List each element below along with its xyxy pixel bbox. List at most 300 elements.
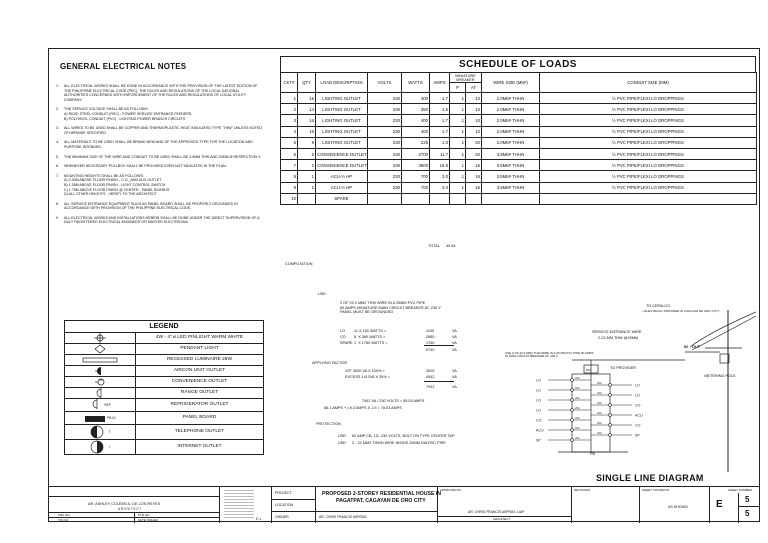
ptr-label: PTR NO. xyxy=(138,513,151,517)
load-formula: 11 X 100 WATTS = xyxy=(354,329,387,333)
col-wire: WIRE SIZE (MM²) xyxy=(482,73,540,93)
load-value: 2880 xyxy=(426,335,435,339)
schedule-table xyxy=(280,72,757,205)
protection-line-1: 60 AMP CB, 1G, 230 VOLTS, BOLT ON TYPE CENTER TAP xyxy=(352,434,455,438)
use-line: 2 OF 22.0 MM2 THW WIRE IN A 25MM PVC PIPE xyxy=(340,301,426,305)
note-item xyxy=(56,202,264,211)
sheet-letter: E xyxy=(716,499,723,510)
in-out-label: IN OUT xyxy=(684,345,701,349)
legend-label: CONVENIENCE OUTLET xyxy=(171,379,228,385)
legend-item xyxy=(65,366,263,377)
cell-desc: CONVENIENCE OUTLET xyxy=(316,148,368,159)
owner-name: AR. CHRIS FRANCIS ASPRAS xyxy=(319,515,367,519)
load-code: SPARE xyxy=(340,341,353,345)
cell-wire: 2.0MM² THHN xyxy=(482,137,540,148)
cell-volts: 230 xyxy=(368,126,402,137)
approved-name: AR. CHRIS FRANCIS ASPRAS, UAP xyxy=(468,510,525,514)
total-value: 40.54 xyxy=(446,244,456,248)
cell-amps: 16.9 xyxy=(430,160,450,171)
legend-title: LEGEND xyxy=(65,321,263,333)
legend-tag: T xyxy=(108,430,111,434)
approved-label: APPROVED BY xyxy=(440,488,462,492)
branch-right-label: ACU xyxy=(635,413,643,418)
architect-cell xyxy=(48,487,220,523)
branch-left-tag: 20A xyxy=(575,427,580,430)
note-subitem: C) 1.75M ABOVE FLOOR FINISH @ CENTER - PANEL BOARDS xyxy=(64,187,170,192)
breaker-right xyxy=(609,394,612,397)
legend-item xyxy=(65,399,263,412)
cell-desc: LIGHTING OUTLET xyxy=(316,137,368,148)
load-value: 1100 xyxy=(426,329,435,333)
cell-at: 16 xyxy=(466,160,482,171)
cell-wire: 3.5MM² THHN xyxy=(482,160,540,171)
cell-amps: 3.0 xyxy=(430,171,450,182)
main-line-note: USE 2 OF 22.0 MM2 THW WIRE IN A 25 MM PVC PIPE 60 AMPS IN MAIN CIRCUIT BREAKER AT, 230 V xyxy=(505,351,594,359)
cell-watts: 225 xyxy=(402,137,430,148)
note-item xyxy=(56,216,264,225)
note-text: WHENEVER NECESSARY PULLBOX SHALL BE PROVIDED EVEN NOT INDICATED IN THE PLAN. xyxy=(64,164,227,169)
branch-left-label: LO xyxy=(536,378,541,383)
load-unit: VA xyxy=(452,375,457,379)
load-value: 3000 xyxy=(426,369,435,373)
cell-conduit: ½ PVC PIPE/FLEXI LO DROPPINGS xyxy=(540,148,757,159)
cell-qty: 16 xyxy=(298,115,316,126)
cell-volts: 230 xyxy=(368,182,402,193)
cell-ckt: 5 xyxy=(281,137,298,148)
legend-item xyxy=(65,377,263,388)
service-wire-sub: 2-22 MM THW @25MM xyxy=(598,336,639,340)
project-location: PAGATPAT, CAGAYAN DE ORO CITY xyxy=(336,498,426,504)
scale-value: AS SHOWN xyxy=(668,505,688,509)
cell-ckt: 7 xyxy=(281,160,298,171)
schedule-row xyxy=(281,193,757,204)
cell-desc: LIGHTING OUTLET xyxy=(316,115,368,126)
cell-at: 20 xyxy=(466,148,482,159)
col-watts: WATTS xyxy=(402,73,430,93)
to-cepalco-label: TO CEPALCO xyxy=(646,304,671,308)
date-label: DATE ISSUED xyxy=(138,518,158,522)
cell-p: 1 xyxy=(450,93,466,104)
revisions-cell xyxy=(572,487,640,523)
sheet-total: 5 xyxy=(745,509,750,518)
note-number: 3. xyxy=(56,126,59,131)
branch-right-label: SP xyxy=(635,433,640,438)
branch-left-tag: 20A xyxy=(575,377,580,380)
cell-conduit: ½ PVC PIPE/FLEXI LO DROPPINGS xyxy=(540,126,757,137)
col-breaker: MINIATURE BREAKER xyxy=(450,73,482,83)
cell-watts: 2700 xyxy=(402,148,430,159)
aircon-outlet-icon xyxy=(65,366,136,376)
internet-outlet-icon xyxy=(65,440,136,454)
note-subitem: B) 1.35M ABOVE FLOOR FINISH - LIGHT CONTROL SWITCH xyxy=(64,182,166,187)
load-unit: VA xyxy=(452,369,457,373)
cell-ckt: 2 xyxy=(281,104,298,115)
convenience-outlet-icon xyxy=(65,377,136,387)
branch-left-label: LO xyxy=(536,398,541,403)
cell-qty: 1 xyxy=(298,171,316,182)
cell-qty: 14 xyxy=(298,104,316,115)
cell-watts xyxy=(402,193,430,204)
branch-left-label: CO xyxy=(536,418,542,423)
prc-label: PRC NO. xyxy=(58,513,71,517)
service-wire-label: SERVICE ENTRANCE WIRE xyxy=(592,330,642,334)
branch-right-label: CO xyxy=(635,403,641,408)
cell-desc: LIGHTING OUTLET xyxy=(316,93,368,104)
note-subitem: A) RIGID STEEL CONDUIT (RSC) - POWER SERVICE ENTRANCE FEEDERS. xyxy=(64,111,193,116)
legend-item xyxy=(65,355,263,366)
branch-right-tag: 20A xyxy=(597,432,602,435)
cell-watts: 3900 xyxy=(402,160,430,171)
note-number: 7. xyxy=(56,173,59,178)
sum-rule-2 xyxy=(424,381,454,382)
cell-amps: 1.7 xyxy=(430,93,450,104)
breaker-left xyxy=(571,419,574,422)
breaker-left xyxy=(571,439,574,442)
note-number: 9. xyxy=(56,215,59,220)
note-item xyxy=(56,155,264,160)
cell-desc: LIGHTING OUTLET xyxy=(316,104,368,115)
cell-p: 1 xyxy=(450,148,466,159)
sheet-number-cell xyxy=(710,487,760,523)
total-label: TOTAL xyxy=(428,244,440,248)
col-ckt: CKT# xyxy=(281,73,298,93)
load-formula: 1ST 3000 VA X 100% = xyxy=(345,369,385,373)
cell-ckt: 4 xyxy=(281,126,298,137)
branch-left-label: ACU xyxy=(536,428,544,433)
stamp-text-block xyxy=(224,490,254,518)
cell-p: 1 xyxy=(450,126,466,137)
note-text: THE MINIMUM SIZE OF THE WIRE AND CONDUIT TO BE USED SHALL BE 3.5MM THW AND 20MM Ø RESPECTIVELY. xyxy=(64,154,261,159)
use-line: 60 AMPS MINIATURE MAIN CIRCUIT BREAKER AT, 230 V xyxy=(340,305,441,310)
branch-left-label: LO xyxy=(536,388,541,393)
schedule-row xyxy=(281,160,757,171)
cell-amps: 1.0 xyxy=(430,137,450,148)
cell-wire: 2.0MM² THHN xyxy=(482,115,540,126)
branch-left-tag: 20A xyxy=(575,397,580,400)
branch-right-label: LO xyxy=(635,393,640,398)
cell-p: 1 xyxy=(450,160,466,171)
cell-wire: 3.5MM² THHN xyxy=(482,171,540,182)
load-unit: VA xyxy=(452,341,457,345)
branch-right-tag: 20A xyxy=(597,392,602,395)
project-name: PROPOSED 2-STOREY RESIDENTIAL HOUSE IN xyxy=(322,491,442,497)
cell-conduit xyxy=(540,193,757,204)
col-desc: LOAD DESCRIPTION xyxy=(316,73,368,93)
branch-left-tag: 20A xyxy=(575,417,580,420)
cell-p: 1 xyxy=(450,104,466,115)
cell-wire: 3.5MM² THHN xyxy=(482,182,540,193)
use-label: USE: xyxy=(318,292,327,296)
location-label: LOCATION xyxy=(275,503,294,507)
cell-watts: 350 xyxy=(402,104,430,115)
cell-conduit: ½ PVC PIPE/FLEXI LO DROPPINGS xyxy=(540,137,757,148)
calc-line-1: 7942 VA / 230 VOLTS = 55.03 AMPS xyxy=(362,399,425,403)
range-outlet-icon xyxy=(65,388,136,398)
computation-line xyxy=(345,375,475,381)
sum2-unit: VA xyxy=(452,385,457,389)
approved-cell xyxy=(438,487,572,523)
architect-name: AR. ASHLEY COLEEN A. DE LOS REYES xyxy=(88,502,161,506)
note-subitem: A) 0.30M ABOVE FLOOR FINISH - C.O._AND AUX OUTLET xyxy=(64,178,162,183)
cell-watts: 700 xyxy=(402,171,430,182)
note-number: 4. xyxy=(56,140,59,145)
computation-title: COMPUTATION xyxy=(285,262,313,266)
schedule-row xyxy=(281,171,757,182)
computation-line xyxy=(340,341,470,347)
legend-label: AIRCON UNIT OUTLET xyxy=(173,368,226,374)
cell-conduit: ½ PVC PIPE/FLEXI LO DROPPINGS xyxy=(540,182,757,193)
telephone-outlet-icon xyxy=(65,425,136,439)
note-number: 8. xyxy=(56,201,59,206)
branch-left-tag: 20A xyxy=(575,407,580,410)
cell-ckt: 9 xyxy=(281,182,298,193)
branch-right-tag: 20A xyxy=(597,402,602,405)
breaker-left xyxy=(571,389,574,392)
cell-at: 10 xyxy=(466,115,482,126)
sheet-num: 5 xyxy=(745,495,750,504)
legend-label: 4W - 4" ø LED PINLIGHT WARM WHITE xyxy=(155,335,244,341)
schedule-row xyxy=(281,148,757,159)
note-text: ALL ELECTRICAL WORKS SHALL BE DONE IN ACCORDANCE WITH THE PROVISION OF THE LATEST EDITION OF THE PHILIPPINE ELECTRICAL CODE (PEC), THE RULES AND REGULATIONS OF THE LOCAL NATIONAL AUTHORITIES CONCERNED WITH ENFORCEMENT OF THE RULES AND REGULATIONS OF LOCAL UTILITY COMPANY. xyxy=(64,84,258,102)
cell-amps: 1.7 xyxy=(430,115,450,126)
schedule-row xyxy=(281,182,757,193)
legend-label: TELEPHONE OUTLET xyxy=(174,429,225,435)
cell-ckt: 8 xyxy=(281,171,298,182)
note-text: MOUNTING HEIGHTS SHALL BE AS FOLLOWS: A) 0.30M ABOVE FLOOR FINISH - C.O._AND AUX OUTLET B) 1.35M ABOVE FLOOR FINISH - LIGHT CONTROL SWITCH C) 1.75M ABOVE FLOOR FINISH @ CENTER - PANEL BOARDS D) ALL OTHER HEIGHTS - VERIFY TO THE ARCHITECT xyxy=(64,174,264,197)
service-drop-wire xyxy=(690,312,756,347)
note-text: THE SERVICE VOLTAGE SHALL BE AS FOLLOWS: A) RIGID STEEL CONDUIT (RSC) - POWER SERVICE ENTRANCE FEEDERS. B) POLYVINYL CONDUIT (PVC) - LIGHTING POWER BRANCH CIRCUITS xyxy=(64,107,264,121)
project-cell xyxy=(316,487,442,523)
cell-conduit: ½ PVC PIPE/FLEXI LO DROPPINGS xyxy=(540,160,757,171)
cell-conduit: ½ PVC PIPE/FLEXI LO DROPPINGS xyxy=(540,171,757,182)
cell-at xyxy=(466,193,482,204)
legend-item xyxy=(65,388,263,399)
legend-item xyxy=(65,440,263,454)
sum2: 7942 xyxy=(426,385,435,389)
note-item xyxy=(56,107,264,121)
load-formula: EXCESS 1412VA X 35% = xyxy=(345,375,390,379)
breaker-right xyxy=(609,424,612,427)
cell-conduit: ½ PVC PIPE/FLEXI LO DROPPINGS xyxy=(540,104,757,115)
cell-desc: SPARE xyxy=(316,193,368,204)
legend-item xyxy=(65,412,263,425)
title-block xyxy=(48,486,760,523)
cell-at: 16 xyxy=(466,171,482,182)
cell-volts: 230 xyxy=(368,160,402,171)
cell-at: 20 xyxy=(466,137,482,148)
pb-label: PB xyxy=(590,452,596,456)
sheet-contents-label: SHEET CONTENTS xyxy=(642,488,670,492)
branch-left-label: LO xyxy=(536,408,541,413)
cell-amps xyxy=(430,193,450,204)
protection-label: PROTECTION xyxy=(316,422,341,426)
sheet-contents-cell xyxy=(640,487,710,523)
legend-label: RANGE OUTLET xyxy=(180,390,219,396)
load-value: 4942 xyxy=(426,375,435,379)
load-unit: VA xyxy=(452,335,457,339)
note-text: ALL ELECTRICAL WORKS AND INSTALLATIONS HEREIN SHALL BE DONE UNDER THE DIRECT SUPERVISION OF A DULY REGISTERED ELECTRICAL ENGINEER OR MASTER ELECTRICIAN. xyxy=(64,215,260,225)
note-item xyxy=(56,140,264,149)
load-unit: VA xyxy=(452,329,457,333)
cell-qty: 16 xyxy=(298,93,316,104)
cell-volts: 230 xyxy=(368,104,402,115)
cell-qty: 1 xyxy=(298,182,316,193)
load-formula: 8 X 360 WATTS = xyxy=(354,335,386,339)
use-lines xyxy=(340,301,441,315)
note-text: ALL MATERIALS TO BE USED SHALL BE BRAND NEW AND OF THE APPROVED TYPE FOR THE LOCATION AND PURPOSE INTENDED. xyxy=(64,140,253,149)
branch-left-tag: 20A xyxy=(575,387,580,390)
legend-tag: I xyxy=(109,445,110,449)
service-drop-wire-2 xyxy=(692,316,756,350)
cell-volts: 230 xyxy=(368,171,402,182)
legend-item xyxy=(65,333,263,344)
revisions-label: REVISIONS xyxy=(574,488,591,492)
cell-desc: ACU-½ HP xyxy=(316,171,368,182)
branch-right-tag: 20A xyxy=(597,412,602,415)
legend-item xyxy=(65,344,263,355)
note-item xyxy=(56,174,264,197)
led-light-icon xyxy=(65,333,136,343)
cell-p: 1 xyxy=(450,137,466,148)
schedule-row xyxy=(281,104,757,115)
breaker-right xyxy=(609,404,612,407)
breaker-left xyxy=(571,399,574,402)
cell-p: 1 xyxy=(450,182,466,193)
cell-amps: 3.0 xyxy=(430,182,450,193)
cell-watts: 400 xyxy=(402,93,430,104)
load-formula: 1 X 1760 WATTS = xyxy=(354,341,388,345)
col-amps: AMPS xyxy=(430,73,450,93)
legend-label: RECESSED LUMINAIRE 28W xyxy=(166,357,233,363)
load-code: LO xyxy=(340,329,346,333)
cell-watts: 400 xyxy=(402,126,430,137)
cell-amps: 1.7 xyxy=(430,126,450,137)
notes-title: GENERAL ELECTRICAL NOTES xyxy=(60,62,187,71)
sheet-code: E-1 xyxy=(256,517,262,521)
recessed-luminaire-icon xyxy=(65,355,136,365)
note-number: 1. xyxy=(56,84,59,88)
cell-desc: CONVENIENCE OUTLET xyxy=(316,160,368,171)
general-notes xyxy=(56,84,264,230)
legend-label: PANEL BOARD xyxy=(182,415,217,421)
factor-lines xyxy=(345,369,475,381)
legend-box xyxy=(64,320,264,455)
cell-at: 16 xyxy=(466,182,482,193)
project-label: PROJECT xyxy=(275,491,292,495)
col-volts: VOLTS xyxy=(368,73,402,93)
stamp-cell xyxy=(220,487,272,523)
tin-label: TIN NO. xyxy=(58,518,69,522)
cell-amps: 1.5 xyxy=(430,104,450,115)
breaker-left xyxy=(571,429,574,432)
cell-p xyxy=(450,193,466,204)
breaker-left xyxy=(571,379,574,382)
note-item xyxy=(56,164,264,169)
cell-wire: 2.0MM² THHN xyxy=(482,104,540,115)
single-line-diagram xyxy=(480,292,756,474)
cell-volts xyxy=(368,193,402,204)
sum-rule xyxy=(424,345,454,346)
breaker-right xyxy=(609,414,612,417)
breaker-left xyxy=(571,409,574,412)
note-text: ALL SERVICE ENTRANCE EQUIPMENT SUCH AS PANEL BOARD SHALL BE PROPERLY GROUNDED IN ACCORDANCE WITH PROVISION OF THE PHILIPPINE ELECTRICAL CODE. xyxy=(64,201,238,211)
legend-tag: PB-01 xyxy=(107,416,116,420)
schedule-row xyxy=(281,115,757,126)
metering-pole-label: METERING POLE xyxy=(704,374,736,378)
cell-ckt: 3 xyxy=(281,115,298,126)
legend-label: PENDANT LIGHT xyxy=(180,346,219,352)
breaker-right xyxy=(609,434,612,437)
cell-desc: LIGHTING OUTLET xyxy=(316,126,368,137)
single-line-diagram-title: SINGLE LINE DIAGRAM xyxy=(596,473,704,483)
main-breaker-tag: 60A xyxy=(586,368,592,372)
cell-qty: 9 xyxy=(298,137,316,148)
panel-board-icon xyxy=(65,412,136,424)
schedule-title: SCHEDULE OF LOADS xyxy=(280,56,756,72)
cell-qty xyxy=(298,193,316,204)
note-number: 5. xyxy=(56,154,59,159)
cell-wire: 2.0MM² THHN xyxy=(482,126,540,137)
note-item xyxy=(56,126,264,135)
branch-right-label: LO xyxy=(635,383,640,388)
pendant-light-icon xyxy=(65,344,136,354)
sheet-number-label: SHEET NUMBER xyxy=(728,488,752,492)
load-value: 1760 xyxy=(426,341,435,345)
protection-use-label: USE: xyxy=(338,434,347,438)
branch-right-tag: 20A xyxy=(597,382,602,385)
use-line: PANEL MUST BE GROUNDED xyxy=(340,310,394,315)
cell-at: 10 xyxy=(466,93,482,104)
owner-label: OWNER xyxy=(275,515,289,519)
cell-desc: ACU-½ HP xyxy=(316,182,368,193)
cell-conduit: ½ PVC PIPE/FLEXI LO DROPPINGS xyxy=(540,93,757,104)
schedule-of-loads xyxy=(280,56,756,205)
note-text: ALL WIRES TO BE USED SHALL BE COPPER AND THERMOPLASTIC HEAT INSULATED TYPE "THW" UNLESS NOTED OTHERWISE SPECIFIED. xyxy=(64,126,262,135)
cell-watts: 400 xyxy=(402,115,430,126)
cell-ckt: 6 xyxy=(281,148,298,159)
note-number: 2. xyxy=(56,107,59,112)
architect-sub: ARCHITECT xyxy=(118,507,142,511)
legend-label: INTERNET OUTLET xyxy=(177,444,222,450)
protection-use-label-2: USE: xyxy=(338,441,347,445)
cell-qty: 6 xyxy=(298,148,316,159)
note-subitem: B) POLYVINYL CONDUIT (PVC) - LIGHTING POWER BRANCH CIRCUITS xyxy=(64,116,186,121)
note-subitem: D) ALL OTHER HEIGHTS - VERIFY TO THE ARCHITECT xyxy=(64,192,157,197)
cell-p: 1 xyxy=(450,115,466,126)
branch-right-tag: 20A xyxy=(597,422,602,425)
cell-wire: 3.5MM² THHN xyxy=(482,148,540,159)
branch-left-tag: 20A xyxy=(575,437,580,440)
cell-wire xyxy=(482,193,540,204)
note-item xyxy=(56,84,264,102)
load-code: CO xyxy=(340,335,346,339)
to-provider-label: TO PROVIDER xyxy=(610,366,637,370)
col-qty: QTY xyxy=(298,73,316,93)
to-cepalco-sub: ( ELECTRICAL PROVIDER IN CAGAYAN DE ORO CITY) xyxy=(642,309,720,313)
cell-at: 10 xyxy=(466,104,482,115)
cell-volts: 230 xyxy=(368,137,402,148)
cell-qty: 16 xyxy=(298,126,316,137)
legend-item xyxy=(65,425,263,440)
calc-line-2: 66.1 AMPS + ( 8.3 AMPS X 1.5 = 78.03 AMPS xyxy=(324,406,402,410)
cell-conduit: ½ PVC PIPE/FLEXI LO DROPPINGS xyxy=(540,115,757,126)
cell-volts: 230 xyxy=(368,93,402,104)
branch-left-label: SP xyxy=(536,438,541,443)
col-p: P xyxy=(450,83,466,93)
cell-ckt: 1 xyxy=(281,93,298,104)
sum1-unit: VA xyxy=(452,348,457,352)
cell-qty: 2 xyxy=(298,160,316,171)
